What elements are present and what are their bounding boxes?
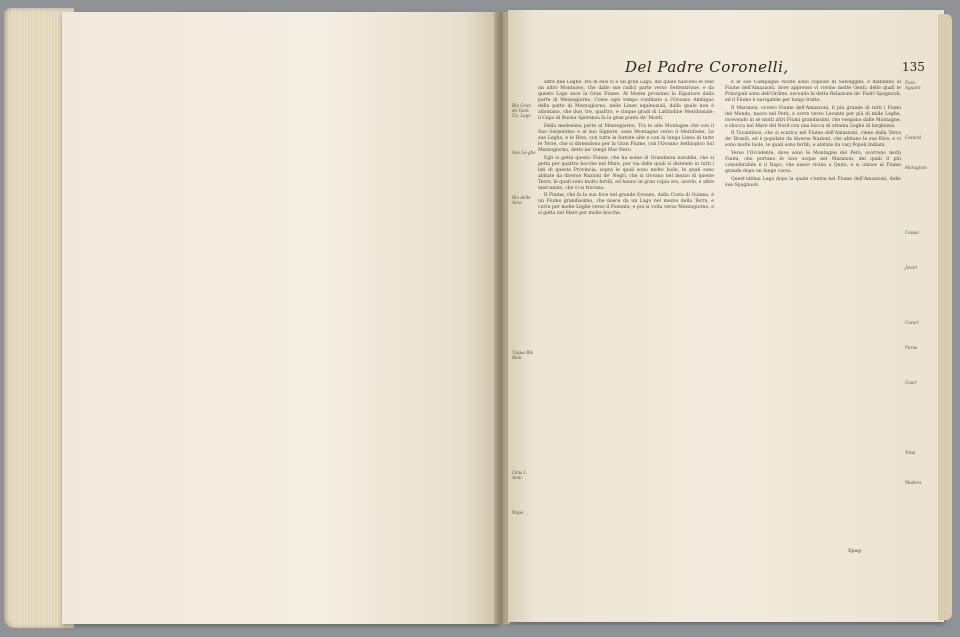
margin-note: Coari: [905, 380, 917, 385]
paragraph: Quest'ultima Lega dopo la quale s'entra nel Fiume dell'Amazzoni, delle sue Spagnuoli.: [725, 176, 901, 188]
text-column-left: [538, 80, 714, 540]
margin-note: Cassai: [905, 230, 919, 235]
margin-note: Rio delle Ama: [512, 195, 531, 205]
paragraph: Il Fiume, che fa la sua foce nel grande Oceano, dalla Costa di Guinea, è un Fiume grandissimo, che nasce da un Lago nel mezzo della Terra, e corre per molte Leghe verso il Ponente, e poi si volta verso Mezzogiorno, e si getta nel Mare per molte bocche.: [538, 193, 714, 217]
margin-note: Lima I. Anni: [512, 470, 527, 480]
paragraph: Egli si getta questo Fiume, che ha nome di Grandezza notabile, che si getta per quattro bocche nel Mare, per via delle quali si distende in tutti i lati di questa Provincia, sopra le quali sono molte Isole, le quali sono abitate da diverse Nazioni de' Negri, che si trovano nel mezzo di queste Terre, le quali sono molto fertili, ed hanno in gran copia oro, avorio, e altre mercanzie, che vi si trovano.: [538, 155, 714, 191]
text-column-right: [725, 80, 901, 540]
margin-note: Yotai: [905, 450, 916, 455]
margin-note: Rio Gran de Guin. Ca. Lago: [512, 103, 531, 118]
paragraph: altre due Leghe. Poi di essi vi è un gran Lago, dal quale nascono le vele un altro Montuoso, che dalle sue radici parte verso Settentrione, e da questo Lago esce la Gran Fiume. Al Monte prossimo la Equatore dalla parte di Mezzogiorno. Come ogni tempo confinato a l'Oceano Ambiguo della parte di Mezzogiorno, nelle Linee equinoziali, dalla quale non è allontano, che due, tre, quattro, e cinque gradi di Latitudine Meridionale; il Capo di Buona Speranza fa la gran punta de' Monti.: [538, 80, 714, 122]
margin-note: Madera: [905, 480, 922, 485]
right-page-edges: [938, 14, 952, 620]
paragraph: Il Tocantinos, che si scarica nel Fiume dell'Amazzoni, viene dalla Terra de' Brasili, ed è popolato da diverse Nazioni, che abitano le sue Rive, e vi sono molte Isole, le quali sono fertili, e abitate da varj Popoli Indiani.: [725, 131, 901, 149]
margin-note: Toqua Rio Bian: [512, 350, 534, 360]
running-head: Del Padre Coronelli,: [625, 58, 789, 76]
paragraph: Il Maranon, ovvero Fiume dell'Amazzoni, il più grande di tutti i Fiumi del Mondo, nasce nel Perù, e corre verso Levante per più di mille Leghe, ricevendo in sé molti altri Fiumi grandissimi, che vengono dalle Montagne, e sbocca nel Mare del Nord con una bocca di ottanta Leghe di larghezza.: [725, 105, 901, 129]
catchword: Spag-: [848, 548, 863, 554]
margin-note: Javari: [905, 265, 918, 270]
margin-note: Curari: [905, 320, 919, 325]
margin-note: Napo: [512, 510, 524, 515]
margin-note: Maragnon: [905, 165, 927, 170]
margin-note: Purus: [905, 345, 918, 350]
paragraph: e le sue Campagne vicine sono copiose di Salvaggini, e mandano al Fiume dell'Amazzoni, dove appresso vi vivono molte Genti, delle quali le Principali sono dell'Ordine, secondo la detta Relazione de' Padri Spagnuoli, ed il Fiume è navigabile per lungo tratto.: [725, 80, 901, 104]
margin-note: Curarai: [905, 135, 922, 140]
margin-note: Pura Aguaro: [905, 80, 921, 90]
page-number: 135: [902, 60, 925, 74]
margin-note: Soa Le-ghe: [512, 150, 536, 155]
paragraph: Verso l'Occidente, dove sono le Montagne del Perù, scorrono molti Fiumi, che portano le loro acque nel Maranon, dei quali il più considerabile è il Napo, che nasce vicino a Quito, e si unisce al Fiume grande dopo un lungo corso.: [725, 151, 901, 175]
paragraph: Della medesima parte al Mezzogiorno, Tra le alte Montagne che con il Suo Serpentino e al suo Signore, sono Montagne verso il Meridione; Le sue Leghe, e le Rive, con tutte le foreste alte e con la lunga Linea di tutte le Terre, che si distendono per la Gran Fiume, con l'Oceano Aethiopico Sul Mezzogiorno, detto ne' tempi Mar Nero.: [538, 123, 714, 154]
blank-left-page: [62, 12, 500, 624]
